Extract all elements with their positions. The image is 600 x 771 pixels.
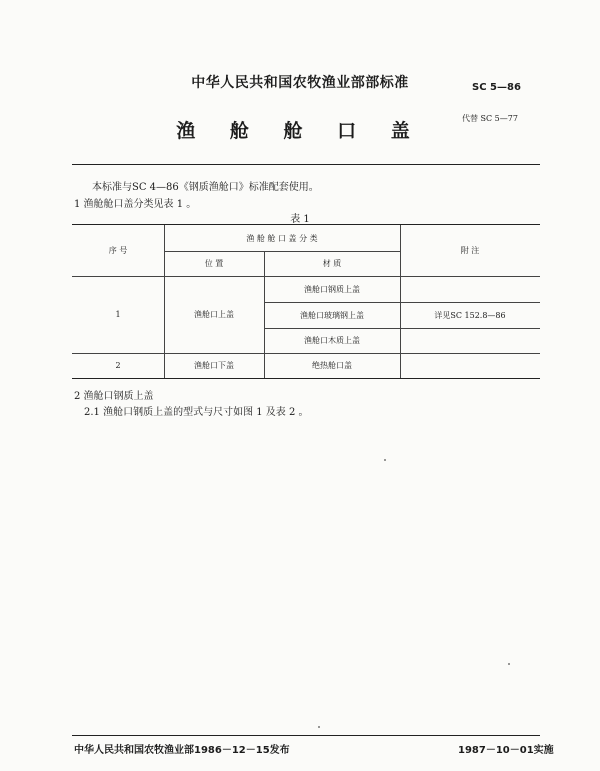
issue-date: 中华人民共和国农牧渔业部1986－12－15发布 xyxy=(74,745,290,756)
row-1-position: 渔舱口上盖 xyxy=(194,310,234,319)
section-1-heading: 1 渔舱舱口盖分类见表 1 。 xyxy=(74,199,197,210)
section-2-heading: 2 渔舱口钢质上盖 xyxy=(74,391,154,402)
header-position: 位 置 xyxy=(204,259,224,268)
header-classification: 渔 舱 舱 口 盖 分 类 xyxy=(246,233,318,243)
row-2-material: 绝热舱口盖 xyxy=(312,361,352,370)
scan-speck xyxy=(384,459,386,461)
table-caption: 表 1 xyxy=(290,214,310,225)
document-title: 渔 舱 舱 口 盖 xyxy=(176,120,424,142)
scan-speck xyxy=(318,726,320,728)
classification-table xyxy=(72,224,540,379)
row-1-seq: 1 xyxy=(115,310,121,319)
section-2-1-text: 2.1 渔舱口钢质上盖的型式与尺寸如图 1 及表 2 。 xyxy=(84,407,309,418)
row-1-material-wood: 渔舱口木质上盖 xyxy=(304,336,360,345)
replaces-note: 代替 SC 5—77 xyxy=(462,114,518,123)
row-1-material-steel: 渔舱口钢质上盖 xyxy=(304,284,360,294)
row-2-position: 渔舱口下盖 xyxy=(194,361,234,370)
scan-speck xyxy=(508,663,510,665)
header-seq: 序 号 xyxy=(108,246,128,255)
standard-number: SC 5—86 xyxy=(472,82,521,93)
effective-date: 1987－10－01实施 xyxy=(458,745,554,756)
issuing-authority: 中华人民共和国农牧渔业部部标准 xyxy=(191,75,409,91)
intro-paragraph: 本标准与SC 4—86《钢质渔舱口》标准配套使用。 xyxy=(92,182,319,193)
header-remarks: 附 注 xyxy=(460,246,480,255)
header-divider xyxy=(72,164,540,165)
row-1-remark: 详见SC 152.8—86 xyxy=(434,310,506,320)
row-2-seq: 2 xyxy=(115,361,121,370)
row-1-material-fiberglass: 渔舱口玻璃钢上盖 xyxy=(300,310,364,320)
footer-divider xyxy=(72,735,540,736)
header-material: 材 质 xyxy=(322,259,342,268)
